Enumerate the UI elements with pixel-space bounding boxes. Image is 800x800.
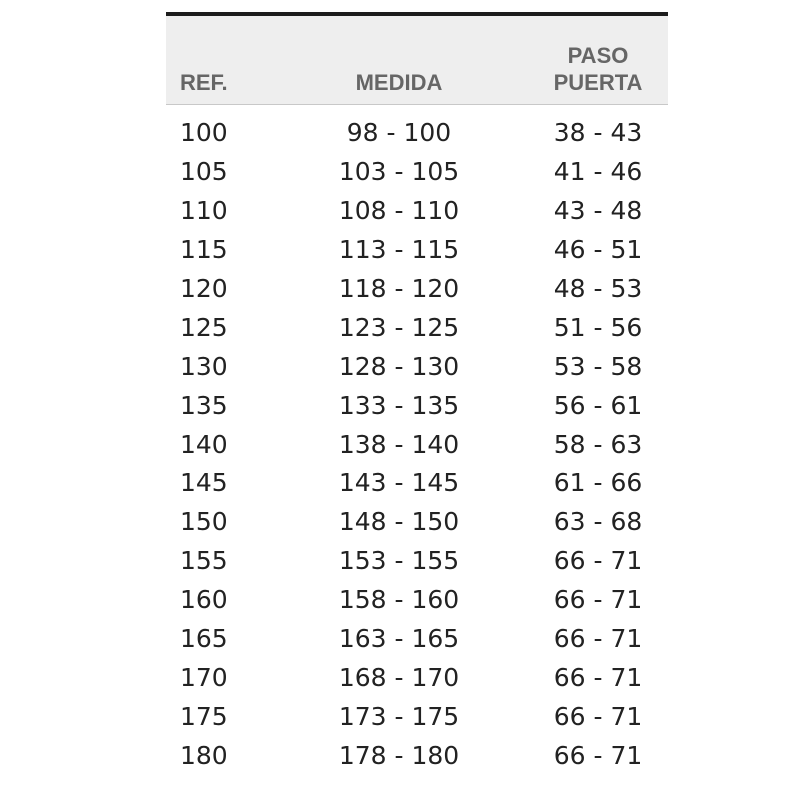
cell-paso-puerta: 51 - 56 bbox=[553, 312, 643, 342]
table-row bbox=[166, 192, 668, 231]
cell-medida: 128 - 130 bbox=[338, 351, 460, 381]
header-paso-puerta bbox=[498, 42, 698, 96]
table-row bbox=[166, 737, 668, 776]
cell-ref: 170 bbox=[180, 663, 228, 693]
table-row bbox=[166, 114, 668, 153]
cell-paso-puerta: 61 - 66 bbox=[553, 468, 643, 498]
cell-medida: 158 - 160 bbox=[338, 585, 460, 615]
cell-medida: 118 - 120 bbox=[338, 273, 460, 303]
cell-paso-puerta: 63 - 68 bbox=[553, 507, 643, 537]
table-row bbox=[166, 426, 668, 465]
cell-medida: 108 - 110 bbox=[338, 195, 460, 225]
cell-ref: 115 bbox=[180, 234, 228, 264]
cell-paso-puerta: 66 - 71 bbox=[553, 663, 643, 693]
cell-ref: 110 bbox=[180, 195, 228, 225]
cell-paso-puerta: 53 - 58 bbox=[553, 351, 643, 381]
cell-ref: 160 bbox=[180, 585, 228, 615]
table-body bbox=[166, 105, 668, 776]
header-paso-line2: PUERTA bbox=[553, 70, 643, 95]
cell-medida: 153 - 155 bbox=[338, 546, 460, 576]
cell-medida: 138 - 140 bbox=[338, 429, 460, 459]
header-medida: MEDIDA bbox=[355, 70, 443, 95]
header-ref: REF. bbox=[180, 70, 228, 95]
table-row bbox=[166, 309, 668, 348]
cell-ref: 100 bbox=[180, 118, 228, 147]
cell-medida: 103 - 105 bbox=[338, 156, 460, 186]
cell-paso-puerta: 41 - 46 bbox=[553, 156, 643, 186]
table-row bbox=[166, 503, 668, 542]
table-row bbox=[166, 620, 668, 659]
cell-medida: 133 - 135 bbox=[338, 390, 460, 420]
cell-ref: 180 bbox=[180, 741, 228, 770]
cell-ref: 105 bbox=[180, 156, 228, 186]
cell-paso-puerta: 66 - 71 bbox=[553, 702, 643, 732]
table-header bbox=[166, 16, 668, 105]
cell-ref: 130 bbox=[180, 351, 228, 381]
cell-medida: 168 - 170 bbox=[338, 663, 460, 693]
cell-medida: 98 - 100 bbox=[346, 118, 452, 147]
cell-ref: 165 bbox=[180, 624, 228, 654]
table-row bbox=[166, 153, 668, 192]
cell-ref: 175 bbox=[180, 702, 228, 732]
cell-medida: 163 - 165 bbox=[338, 624, 460, 654]
cell-paso-puerta: 58 - 63 bbox=[553, 429, 643, 459]
cell-ref: 145 bbox=[180, 468, 228, 498]
table-row bbox=[166, 270, 668, 309]
cell-medida: 173 - 175 bbox=[338, 702, 460, 732]
size-table bbox=[166, 12, 668, 776]
cell-paso-puerta: 43 - 48 bbox=[553, 195, 643, 225]
cell-paso-puerta: 48 - 53 bbox=[553, 273, 643, 303]
table-row bbox=[166, 542, 668, 581]
cell-paso-puerta: 38 - 43 bbox=[553, 118, 643, 147]
cell-paso-puerta: 66 - 71 bbox=[553, 741, 643, 770]
cell-ref: 120 bbox=[180, 273, 228, 303]
cell-ref: 140 bbox=[180, 429, 228, 459]
cell-ref: 135 bbox=[180, 390, 228, 420]
cell-paso-puerta: 66 - 71 bbox=[553, 624, 643, 654]
cell-medida: 113 - 115 bbox=[338, 234, 460, 264]
table-row bbox=[166, 464, 668, 503]
table-row bbox=[166, 348, 668, 387]
cell-medida: 123 - 125 bbox=[338, 312, 460, 342]
cell-paso-puerta: 56 - 61 bbox=[553, 390, 643, 420]
cell-paso-puerta: 66 - 71 bbox=[553, 585, 643, 615]
cell-ref: 155 bbox=[180, 546, 228, 576]
cell-paso-puerta: 46 - 51 bbox=[553, 234, 643, 264]
header-paso-line1: PASO bbox=[567, 43, 629, 68]
table-row bbox=[166, 698, 668, 737]
table-row bbox=[166, 387, 668, 426]
cell-paso-puerta: 66 - 71 bbox=[553, 546, 643, 576]
cell-medida: 143 - 145 bbox=[338, 468, 460, 498]
table-row bbox=[166, 231, 668, 270]
cell-ref: 150 bbox=[180, 507, 228, 537]
table-row bbox=[166, 659, 668, 698]
cell-medida: 148 - 150 bbox=[338, 507, 460, 537]
cell-ref: 125 bbox=[180, 312, 228, 342]
cell-medida: 178 - 180 bbox=[338, 741, 460, 770]
table-row bbox=[166, 581, 668, 620]
